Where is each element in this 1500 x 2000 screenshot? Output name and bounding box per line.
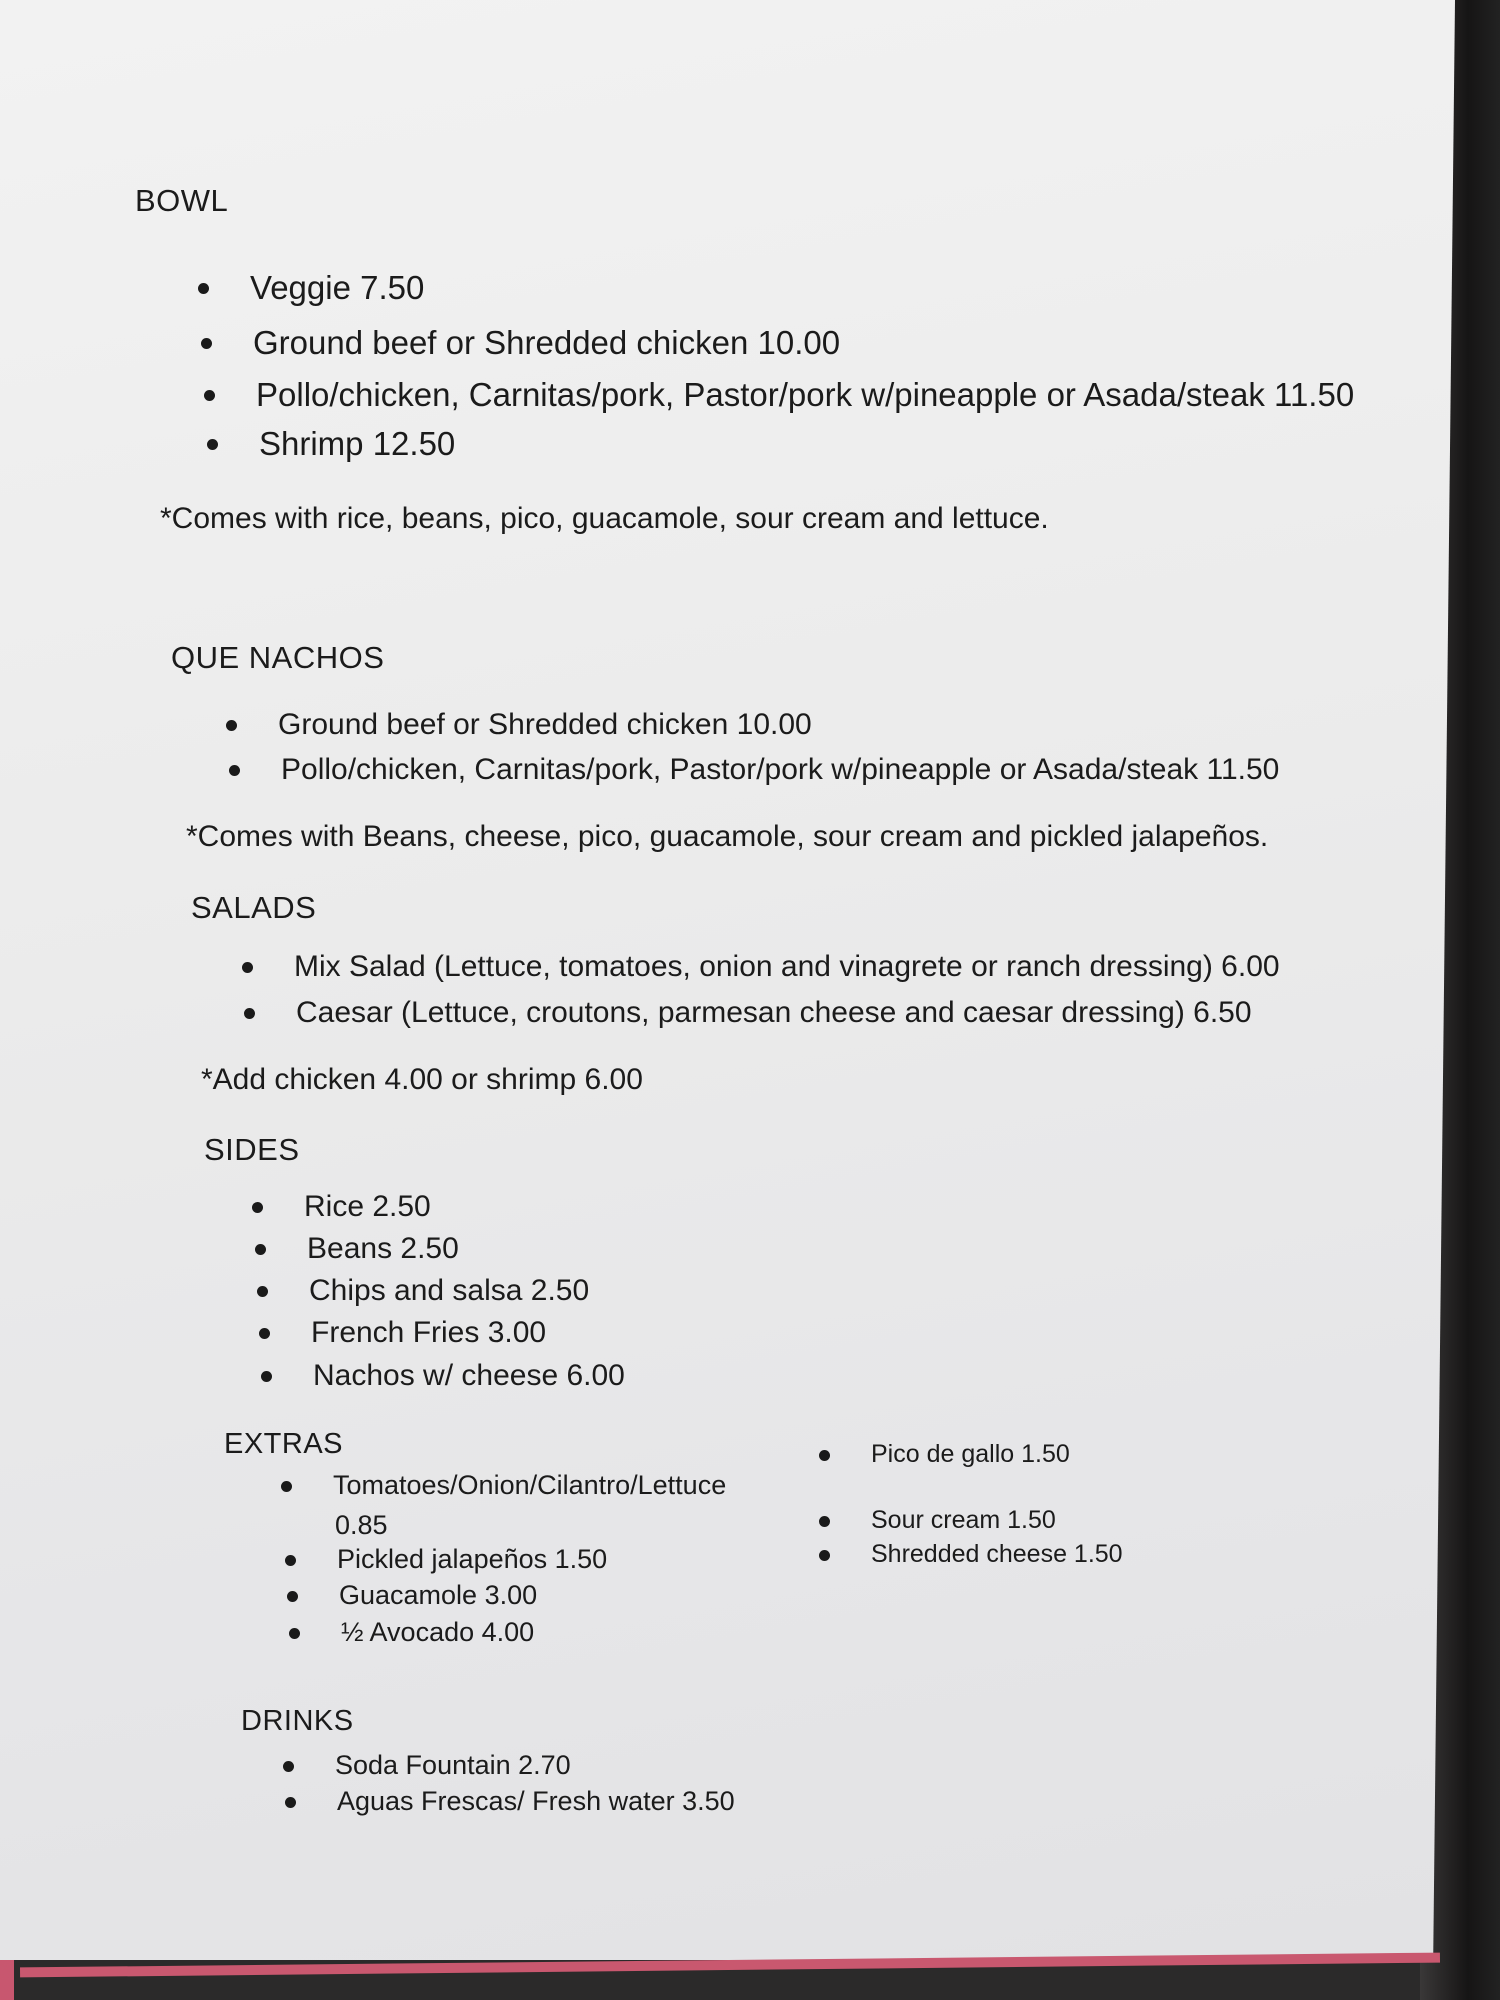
bullet-icon (257, 1286, 268, 1297)
bullet-icon (259, 1328, 270, 1339)
section-heading-drinks: DRINKS (241, 1705, 354, 1737)
section-heading-sides: SIDES (204, 1132, 300, 1167)
nachos-note: *Comes with Beans, cheese, pico, guacamole, sour cream and pickled jalapeños. (186, 820, 1269, 853)
menu-item (309, 1274, 589, 1308)
menu-item-text: Shrimp 12.50 (259, 425, 456, 462)
menu-item (871, 1506, 1056, 1535)
bowl-note: *Comes with rice, beans, pico, guacamole, sour cream and lettuce. (160, 502, 1049, 535)
menu-item-text: Rice 2.50 (304, 1190, 431, 1223)
menu-item-text: Nachos w/ cheese 6.00 (313, 1359, 625, 1392)
bullet-icon (255, 1244, 266, 1255)
menu-item-text: Chips and salsa 2.50 (309, 1274, 590, 1307)
menu-item-text: Pico de gallo 1.50 (871, 1440, 1070, 1468)
bullet-icon (204, 390, 215, 401)
menu-item (871, 1540, 1123, 1569)
bullet-icon (819, 1550, 830, 1561)
section-heading-bowl: BOWL (135, 183, 229, 218)
menu-item (259, 425, 455, 463)
menu-item-text: Ground beef or Shredded chicken 10.00 (278, 708, 812, 741)
bullet-icon (819, 1450, 830, 1461)
menu-item-text: Sour cream 1.50 (871, 1506, 1056, 1534)
menu-item (304, 1190, 431, 1224)
bullet-icon (281, 1481, 292, 1492)
menu-item (339, 1580, 537, 1611)
menu-item-text: Ground beef or Shredded chicken 10.00 (253, 324, 841, 361)
menu-item-text: Pickled jalapeños 1.50 (337, 1544, 608, 1574)
menu-item-text: Beans 2.50 (307, 1232, 459, 1265)
menu-item (294, 950, 1280, 984)
menu-item (341, 1617, 534, 1648)
menu-item-text: Pollo/chicken, Carnitas/pork, Pastor/pork w/pineapple or Asada/steak 11.50 (256, 376, 1355, 413)
bullet-icon (285, 1797, 296, 1808)
bullet-icon (285, 1555, 296, 1566)
menu-item-text: French Fries 3.00 (311, 1316, 547, 1349)
menu-item (250, 269, 424, 307)
menu-item (296, 996, 1252, 1030)
menu-item (311, 1316, 546, 1350)
menu-item-text: ½ Avocado 4.00 (341, 1617, 535, 1647)
bullet-icon (287, 1591, 298, 1602)
bullet-icon (201, 338, 212, 349)
menu-item (256, 376, 1354, 414)
salads-note: *Add chicken 4.00 or shrimp 6.00 (201, 1063, 643, 1096)
section-heading-extras: EXTRAS (224, 1428, 344, 1460)
menu-item-text: Mix Salad (Lettuce, tomatoes, onion and vinagrete or ranch dressing) 6.00 (294, 950, 1280, 983)
bullet-icon (283, 1761, 294, 1772)
menu-item (253, 324, 840, 362)
menu-item-text: Pollo/chicken, Carnitas/pork, Pastor/pork w/pineapple or Asada/steak 11.50 (281, 753, 1280, 786)
bullet-icon (819, 1516, 830, 1527)
bullet-icon (229, 765, 240, 776)
bullet-icon (198, 283, 209, 294)
menu-item (313, 1359, 625, 1393)
menu-item-text: Caesar (Lettuce, croutons, parmesan cheese and caesar dressing) 6.50 (296, 996, 1252, 1029)
menu-item (278, 708, 812, 742)
section-heading-salads: SALADS (191, 890, 317, 925)
menu-item-text: Aguas Frescas/ Fresh water 3.50 (337, 1786, 735, 1816)
menu-item-text: Veggie 7.50 (250, 269, 425, 306)
section-heading-nachos: QUE NACHOS (171, 640, 385, 675)
menu-item (281, 753, 1279, 787)
menu-item-text: Guacamole 3.00 (339, 1580, 538, 1610)
bullet-icon (289, 1628, 300, 1639)
menu-item (333, 1470, 726, 1501)
extras-first-item-price: 0.85 (335, 1510, 388, 1540)
menu-item (335, 1750, 571, 1781)
bullet-icon (226, 720, 237, 731)
menu-item (337, 1786, 735, 1817)
bullet-icon (261, 1371, 272, 1382)
menu-item (307, 1232, 459, 1266)
menu-item-text: Tomatoes/Onion/Cilantro/Lettuce (333, 1470, 727, 1500)
menu-item-text: Shredded cheese 1.50 (871, 1540, 1123, 1568)
bullet-icon (242, 962, 253, 973)
bullet-icon (207, 439, 218, 450)
bullet-icon (252, 1202, 263, 1213)
menu-item-text: Soda Fountain 2.70 (335, 1750, 571, 1780)
menu-item (337, 1544, 607, 1575)
bullet-icon (244, 1008, 255, 1019)
menu-item (871, 1440, 1070, 1469)
